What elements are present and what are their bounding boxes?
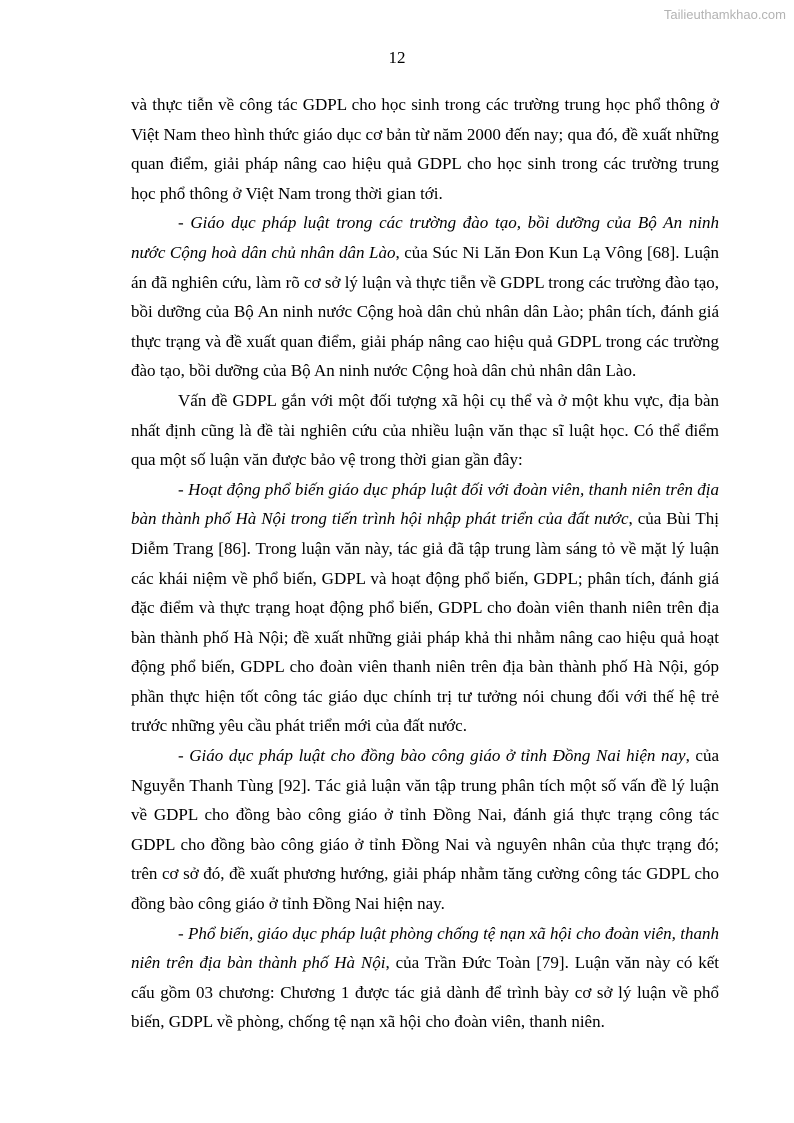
paragraph: Vấn đề GDPL gắn với một đối tượng xã hội cụ thể và ở một khu vực, địa bàn nhất định cũng là đề tài nghiên cứu của nhiều luận văn thạc sĩ luật học. Có thể điểm qua một số luận văn được bảo vệ trong thời gian gần đây: — [131, 390, 719, 470]
cited-title: - Phổ biến, giáo dục pháp luật phòng chống tệ nạn xã hội cho đoàn viên, thanh niên trên địa bàn thành phố Hà Nội — [131, 923, 719, 973]
paragraph: - Hoạt động phổ biến giáo dục pháp luật đối với đoàn viên, thanh niên trên địa bàn thành phố Hà Nội trong tiến trình hội nhập phát triển của đất nước, của Bùi Thị Diễm Trang [86]. Trong luận văn này, tác giả đã tập trung làm sáng tỏ về mặt lý luận các khái niệm về phổ biến, GDPL và hoạt động phổ biến, GDPL; phân tích, đánh giá đặc điểm và thực trạng hoạt động phổ biến, GDPL cho đoàn viên thanh niên trên địa bàn thành phố Hà Nội; đề xuất những giải pháp khả thi nhằm nâng cao hiệu quả hoạt động phổ biến, GDPL cho đoàn viên thanh niên trên địa bàn thành phố Hà Nội, góp phần thực hiện tốt công tác giáo dục chính trị tư tưởng nói chung đối với thế hệ trẻ trước những yêu cầu phát triển mới của đất nước. — [131, 479, 719, 736]
cited-title: - Giáo dục pháp luật cho đồng bào công giáo ở tỉnh Đồng Nai hiện nay — [178, 746, 686, 766]
body-text — [131, 90, 719, 1037]
cited-title: - Hoạt động phổ biến giáo dục pháp luật đối với đoàn viên, thanh niên trên địa bàn thành phố Hà Nội trong tiến trình hội nhập phát triển của đất nước — [131, 479, 719, 529]
paragraph: - Phổ biến, giáo dục pháp luật phòng chống tệ nạn xã hội cho đoàn viên, thanh niên trên địa bàn thành phố Hà Nội, của Trần Đức Toàn [79]. Luận văn này có kết cấu gồm 03 chương: Chương 1 được tác giả dành để trình bày cơ sở lý luận về phổ biến, GDPL về phòng, chống tệ nạn xã hội cho đoàn viên, thanh niên. — [131, 923, 719, 1032]
paragraph: - Giáo dục pháp luật cho đồng bào công giáo ở tỉnh Đồng Nai hiện nay, của Nguyễn Thanh Tùng [92]. Tác giả luận văn tập trung phân tích một số vấn đề lý luận về GDPL cho đồng bào công giáo ở tỉnh Đồng Nai, đánh giá thực trạng công tác GDPL cho đồng bào công giáo ở tỉnh Đồng Nai và nguyên nhân của thực trạng đó; trên cơ sở đó, đề xuất phương hướng, giải pháp nhằm tăng cường công tác GDPL cho đồng bào công giáo ở tỉnh Đồng Nai hiện nay. — [131, 746, 719, 914]
cited-title: - Giáo dục pháp luật trong các trường đào tạo, bồi dưỡng của Bộ An ninh nước Cộng hoà dân chủ nhân dân Lào — [131, 213, 719, 262]
paragraph: - Giáo dục pháp luật trong các trường đào tạo, bồi dưỡng của Bộ An ninh nước Cộng hoà dân chủ nhân dân Lào, của Súc Ni Lăn Đon Kun Lạ Vông [68]. Luận án đã nghiên cứu, làm rõ cơ sở lý luận và thực tiễn về GDPL trong các trường đào tạo, bồi dưỡng của Bộ An ninh nước Cộng hoà dân chủ nhân dân Lào; phân tích, đánh giá thực trạng và đề xuất quan điểm, giải pháp nâng cao hiệu quả GDPL trong các trường đào tạo, bồi dưỡng của Bộ An ninh nước Cộng hoà dân chủ nhân dân Lào. — [131, 213, 719, 381]
page-number: 12 — [388, 48, 406, 67]
watermark: Tailieuthamkhao.com — [663, 7, 786, 22]
paragraph: và thực tiễn về công tác GDPL cho học sinh trong các trường trung học phổ thông ở Việt Nam theo hình thức giáo dục cơ bản từ năm 2000 đến nay; qua đó, đề xuất những quan điểm, giải pháp nâng cao hiệu quả GDPL cho học sinh trong các trường trung học phổ thông ở Việt Nam trong thời gian tới. — [131, 95, 719, 203]
